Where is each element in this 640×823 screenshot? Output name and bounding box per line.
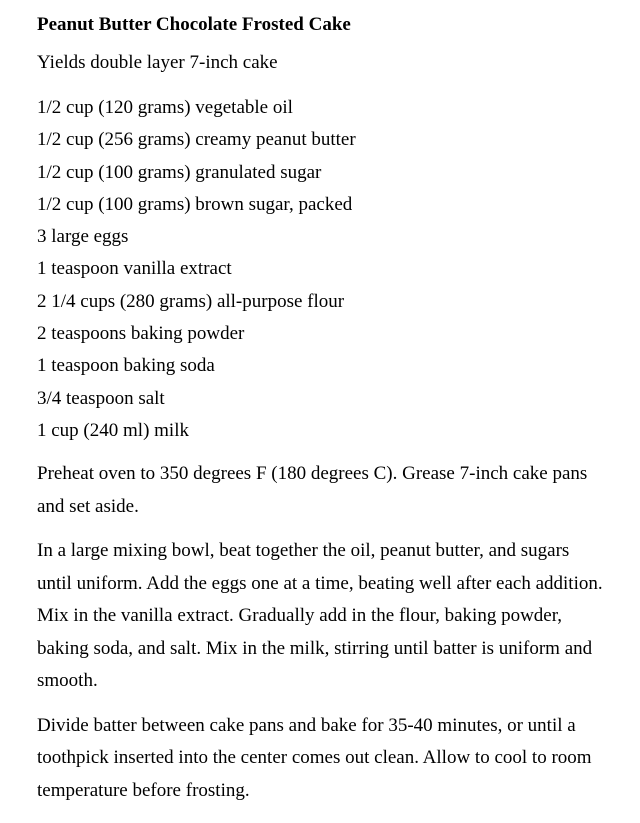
ingredient-item: 3/4 teaspoon salt bbox=[37, 387, 165, 409]
recipe-title: Peanut Butter Chocolate Frosted Cake bbox=[37, 14, 351, 35]
ingredient-item: 1/2 cup (256 grams) creamy peanut butter bbox=[37, 129, 356, 151]
instruction-step: In a large mixing bowl, beat together the oil, peanut butter, and sugars until uniform. Add the eggs one at a time, beating well after each addition. Mix in the vanilla extract. Gradually add in the flour, baking powder, baking soda, and salt. Mix in the milk, stirring until batter is uniform and smooth. bbox=[37, 540, 603, 692]
instruction-step: Preheat oven to 350 degrees F (180 degrees C). Grease 7-inch cake pans and set aside. bbox=[37, 463, 588, 517]
ingredient-item: 1/2 cup (120 grams) vegetable oil bbox=[37, 97, 293, 118]
ingredient-item: 1 cup (240 ml) milk bbox=[37, 419, 189, 441]
ingredient-item: 1/2 cup (100 grams) granulated sugar bbox=[37, 161, 322, 183]
ingredient-item: 1 teaspoon baking soda bbox=[37, 355, 215, 377]
ingredient-list bbox=[37, 92, 603, 447]
ingredient-item: 1/2 cup (100 grams) brown sugar, packed bbox=[37, 193, 353, 215]
ingredient-item: 3 large eggs bbox=[37, 226, 129, 248]
ingredient-item: 1 teaspoon vanilla extract bbox=[37, 258, 232, 280]
ingredient-item: 2 1/4 cups (280 grams) all-purpose flour bbox=[37, 290, 345, 312]
recipe-yield: Yields double layer 7-inch cake bbox=[37, 52, 278, 73]
instruction-step: Divide batter between cake pans and bake for 35-40 minutes, or until a toothpick inserted into the center comes out clean. Allow to cool to room temperature before frosting. bbox=[37, 714, 592, 801]
ingredient-item: 2 teaspoons baking powder bbox=[37, 323, 245, 345]
